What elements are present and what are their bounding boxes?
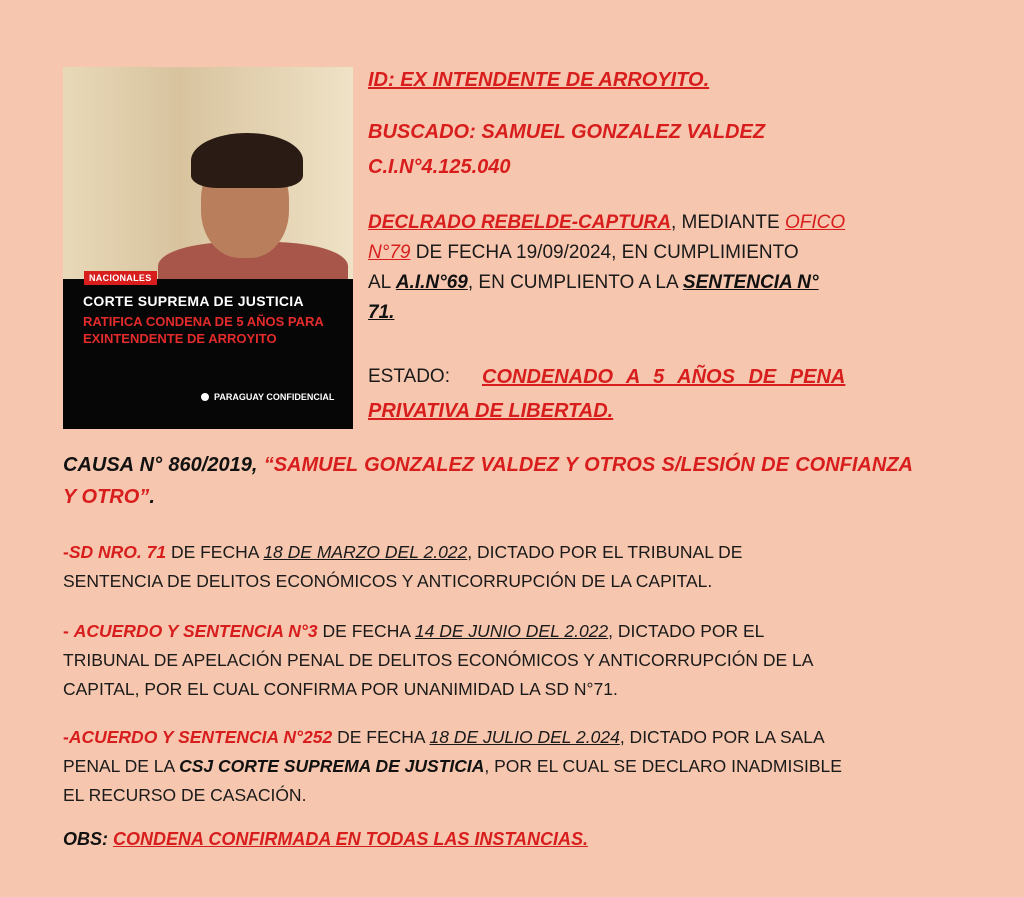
cin-line: C.I.N°4.125.040 [368, 156, 511, 178]
sentencia-number: 71. [368, 302, 395, 323]
item-1-ref: SD NRO. 71 [68, 542, 167, 562]
source-logo-icon [201, 393, 209, 401]
causa-title: “SAMUEL GONZALEZ VALDEZ Y OTROS S/LESIÓN DE CONFIANZA Y OTRO” [63, 454, 913, 508]
sentence-item-1 [63, 538, 933, 596]
item-1-lead: - [63, 542, 69, 562]
oficio-ref: OFICO [784, 212, 846, 233]
photo-subheadline: RATIFICA CONDENA DE 5 AÑOS PARA EXINTENDENTE DE ARROYITO [83, 314, 324, 346]
buscado-line: BUSCADO: SAMUEL GONZALEZ VALDEZ [368, 121, 766, 143]
causa-number: CAUSA N° 860/2019, [63, 454, 264, 476]
item-3-lead: - [63, 727, 69, 747]
item-3-ref: ACUERDO Y SENTENCIA N°252 [68, 727, 333, 747]
declarado-status: DECLRADO REBELDE-CAPTURA [368, 212, 671, 233]
declarado-line-3 [368, 268, 913, 298]
estado-value-1: CONDENADO A 5 AÑOS DE PENA [482, 366, 846, 388]
item-2-lead: - [63, 621, 74, 641]
declarado-text-2: DE FECHA 19/09/2024, EN CUMPLIMIENTO [410, 242, 799, 263]
item-2-line2: TRIBUNAL DE APELACIÓN PENAL DE DELITOS ECONÓMICOS Y ANTICORRUPCIÓN DE LA [63, 650, 814, 670]
estado-value-2: PRIVATIVA DE LIBERTAD. [368, 400, 614, 422]
item-3-date: 18 DE JULIO DEL 2.024 [429, 727, 620, 747]
item-2-date: 14 DE JUNIO DEL 2.022 [414, 621, 609, 641]
item-3-line2a: PENAL DE LA [63, 756, 180, 776]
item-2-mid: DE FECHA [317, 621, 415, 641]
oficio-number: N°79 [368, 242, 411, 263]
sentencia-ref: SENTENCIA N° [682, 272, 819, 293]
item-1-line2: SENTENCIA DE DELITOS ECONÓMICOS Y ANTICORRUPCIÓN DE LA CAPITAL. [63, 571, 713, 591]
item-1-line1: , DICTADO POR EL TRIBUNAL DE [467, 542, 743, 562]
item-3-line1: , DICTADO POR LA SALA [619, 727, 825, 747]
item-3-mid: DE FECHA [332, 727, 430, 747]
declarado-text-3: AL [368, 272, 396, 293]
obs-value: CONDENA CONFIRMADA EN TODAS LAS INSTANCIAS. [113, 829, 589, 849]
news-photo-card [63, 67, 353, 429]
estado-label: ESTADO: [368, 366, 450, 387]
person-hair [191, 133, 303, 188]
obs-line [63, 829, 588, 850]
section-badge: NACIONALES [84, 271, 157, 285]
item-2-ref: ACUERDO Y SENTENCIA N°3 [73, 621, 318, 641]
causa-heading [63, 449, 913, 513]
photo-headline: CORTE SUPREMA DE JUSTICIA [83, 293, 304, 309]
declarado-text-1: , MEDIANTE [670, 212, 785, 233]
sentence-item-3 [63, 723, 933, 810]
photo-source [201, 392, 334, 402]
item-1-date: 18 DE MARZO DEL 2.022 [263, 542, 468, 562]
item-3-line3: EL RECURSO DE CASACIÓN. [63, 785, 307, 805]
declarado-line-1 [368, 208, 913, 238]
photo-source-text: PARAGUAY CONFIDENCIAL [214, 392, 335, 402]
item-2-line1: , DICTADO POR EL [608, 621, 765, 641]
causa-end: . [149, 486, 155, 508]
item-2-line3: CAPITAL, POR EL CUAL CONFIRMA POR UNANIMIDAD LA SD N°71. [63, 679, 618, 699]
csj-ref: CSJ CORTE SUPREMA DE JUSTICIA [179, 756, 485, 776]
id-line: ID: EX INTENDENTE DE ARROYITO. [368, 69, 710, 91]
item-1-mid: DE FECHA [166, 542, 264, 562]
ai-ref: A.I.N°69 [395, 272, 468, 293]
sentence-item-2 [63, 617, 933, 704]
declarado-line-2 [368, 238, 913, 268]
declarado-text-4: , EN CUMPLIENTO A LA [467, 272, 683, 293]
obs-label: OBS: [63, 829, 108, 849]
declarado-block [368, 208, 913, 328]
item-3-line2b: , POR EL CUAL SE DECLARO INADMISIBLE [484, 756, 842, 776]
